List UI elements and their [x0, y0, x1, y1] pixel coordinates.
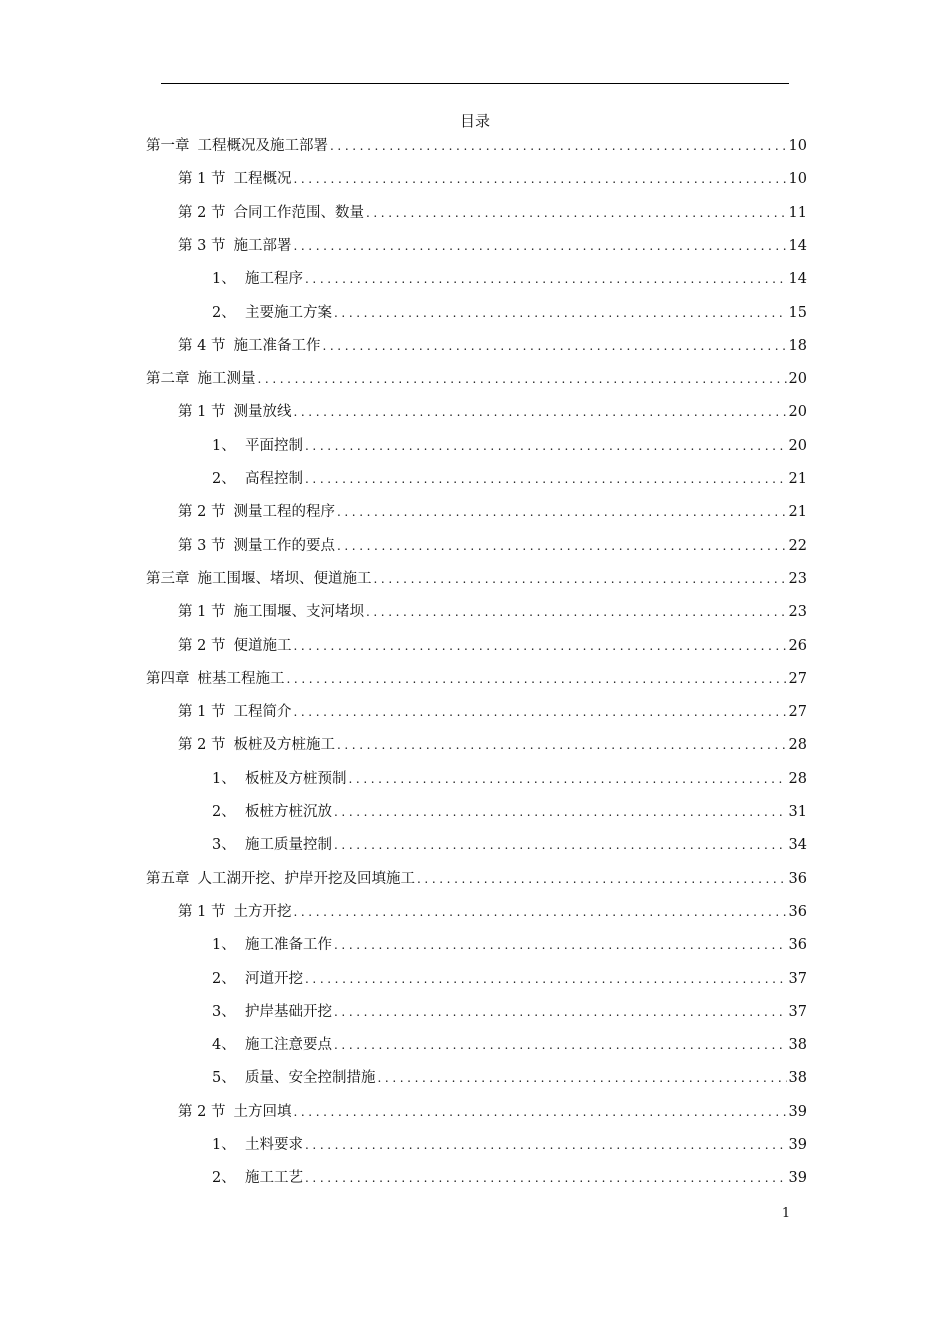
toc-entry-number: 第 1 节: [178, 903, 226, 920]
toc-entry-page: 39: [788, 1137, 807, 1153]
toc-entry[interactable]: [178, 601, 807, 623]
toc-title: 目录: [459, 112, 490, 130]
toc-entry-title: 土料要求: [245, 1137, 303, 1153]
toc-entry-title: 测量工程的程序: [233, 504, 335, 521]
toc-dot-leader: [337, 734, 787, 756]
toc-entry-number: 2、: [212, 1170, 236, 1187]
toc-dot-leader: [334, 302, 787, 324]
page-number: 1: [781, 1206, 791, 1221]
toc-entry[interactable]: [178, 635, 807, 657]
toc-entry-title: 板桩及方桩预制: [245, 770, 347, 787]
toc-entry-title: 工程概况: [233, 171, 292, 188]
toc-dot-leader: [305, 1134, 787, 1156]
toc-entry-page: 28: [788, 737, 807, 754]
toc-entry-title: 高程控制: [245, 471, 303, 487]
toc-entry-number: 2、: [212, 804, 236, 820]
toc-entry-number: 1、: [212, 937, 236, 954]
toc-dot-leader: [293, 901, 786, 923]
toc-dot-leader: [293, 168, 786, 190]
toc-entry-number: 第二章: [146, 371, 190, 388]
toc-entry-title: 护岸基础开挖: [245, 1003, 332, 1020]
toc-entry-page: 14: [788, 271, 807, 288]
toc-entry-page: 26: [788, 637, 807, 654]
toc-entry-title: 施工测量: [197, 371, 256, 388]
toc-entry-number: 3、: [212, 837, 236, 854]
toc-entry[interactable]: [178, 335, 807, 357]
toc-entry[interactable]: [178, 401, 807, 423]
toc-dot-leader: [334, 1034, 787, 1056]
toc-entry-number: 第 2 节: [178, 504, 226, 521]
toc-entry-page: 37: [788, 970, 807, 987]
toc-entry-page: 31: [788, 804, 807, 820]
toc-entry[interactable]: [212, 768, 807, 790]
toc-entry-title: 平面控制: [245, 437, 303, 454]
toc-entry[interactable]: [212, 834, 807, 856]
toc-dot-leader: [378, 1067, 787, 1089]
toc-entry-page: 34: [788, 837, 807, 854]
toc-entry-page: 28: [788, 770, 807, 787]
toc-entry[interactable]: [212, 435, 807, 457]
toc-dot-leader: [322, 335, 786, 357]
toc-entry-number: 2、: [212, 304, 236, 321]
toc-entry-number: 5、: [212, 1070, 236, 1087]
toc-entry[interactable]: [146, 868, 807, 890]
toc-entry-title: 测量放线: [233, 404, 292, 421]
toc-entry-number: 第四章: [146, 670, 190, 687]
toc-entry[interactable]: [212, 801, 807, 823]
toc-dot-leader: [293, 701, 786, 723]
toc-entry-number: 2、: [212, 970, 236, 987]
toc-entry-title: 桩基工程施工: [197, 670, 285, 687]
toc-entry-title: 施工程序: [245, 271, 303, 288]
toc-entry-number: 第 2 节: [178, 637, 226, 654]
toc-dot-leader: [305, 1167, 787, 1189]
toc-entry[interactable]: [212, 268, 807, 290]
toc-entry[interactable]: [212, 1001, 807, 1023]
toc-entry-title: 板桩及方桩施工: [233, 737, 335, 754]
toc-entry-page: 10: [788, 138, 807, 154]
toc-dot-leader: [334, 934, 787, 956]
toc-entry-page: 22: [788, 537, 807, 554]
toc-entry-title: 土方回填: [233, 1103, 292, 1120]
toc-dot-leader: [305, 968, 787, 990]
toc-entry-title: 施工围堰、堵坝、便道施工: [197, 570, 372, 587]
toc-entry-number: 第 1 节: [178, 171, 226, 188]
toc-entry-page: 20: [788, 437, 807, 454]
toc-entry-title: 板桩方桩沉放: [245, 804, 332, 820]
toc-entry-title: 施工工艺: [245, 1170, 303, 1187]
toc-entry[interactable]: [212, 1067, 807, 1089]
toc-entry-title: 质量、安全控制措施: [245, 1070, 376, 1087]
toc-entry[interactable]: [178, 235, 807, 257]
toc-entry-number: 第 2 节: [178, 204, 226, 221]
toc-entry-page: 23: [788, 604, 807, 621]
toc-entry[interactable]: [212, 1034, 807, 1056]
toc-dot-leader: [337, 501, 787, 523]
toc-dot-leader: [334, 801, 787, 823]
toc-entry[interactable]: [146, 568, 807, 590]
toc-entry-title: 施工围堰、支河堵坝: [233, 604, 364, 621]
toc-dot-leader: [287, 668, 787, 690]
toc-entry-page: 20: [788, 371, 807, 388]
toc-entry-title: 施工注意要点: [245, 1037, 332, 1054]
toc-entry[interactable]: [212, 1134, 807, 1156]
toc-entry-page: 39: [788, 1103, 807, 1120]
toc-entry-number: 1、: [212, 271, 236, 288]
toc-entry-title: 工程简介: [233, 704, 292, 721]
toc-entry-page: 38: [788, 1070, 807, 1087]
toc-entry[interactable]: [178, 168, 807, 190]
toc-entry-number: 1、: [212, 437, 236, 454]
toc-dot-leader: [305, 268, 787, 290]
toc-entry-number: 第五章: [146, 870, 190, 887]
toc-entry-page: 23: [788, 570, 807, 587]
toc-entry-page: 20: [788, 404, 807, 421]
toc-entry[interactable]: [178, 1101, 807, 1123]
toc-entry[interactable]: [178, 202, 807, 224]
toc-entry-title: 施工准备工作: [245, 937, 332, 954]
toc-entry-number: 3、: [212, 1003, 236, 1020]
toc-entry[interactable]: [212, 302, 807, 324]
toc-dot-leader: [417, 868, 787, 890]
toc-entry[interactable]: [146, 135, 807, 157]
toc-entry-page: 18: [788, 337, 807, 354]
toc-entry-title: 工程概况及施工部署: [197, 138, 328, 154]
toc-dot-leader: [293, 235, 786, 257]
toc-entry-number: 第 3 节: [178, 537, 226, 554]
toc-entry-number: 第 1 节: [178, 404, 226, 421]
toc-dot-leader: [349, 768, 787, 790]
toc-entry-number: 第三章: [146, 570, 190, 587]
toc-entry[interactable]: [178, 501, 807, 523]
toc-entry-number: 4、: [212, 1037, 236, 1054]
toc-entry-title: 人工湖开挖、护岸开挖及回填施工: [197, 870, 415, 887]
toc-entry[interactable]: [146, 668, 807, 690]
toc-entry-number: 2、: [212, 471, 236, 487]
toc-dot-leader: [293, 635, 786, 657]
toc-entry-page: 37: [788, 1003, 807, 1020]
toc-entry-number: 第 4 节: [178, 337, 226, 354]
toc-entry[interactable]: [178, 734, 807, 756]
toc-entry-page: 10: [788, 171, 807, 188]
toc-entry-page: 11: [788, 204, 807, 221]
toc-entry-number: 第 1 节: [178, 604, 226, 621]
toc-dot-leader: [334, 834, 787, 856]
toc-entry-title: 河道开挖: [245, 970, 303, 987]
toc-entry[interactable]: [178, 701, 807, 723]
toc-entry-title: 施工准备工作: [233, 337, 321, 354]
toc-entry-page: 36: [788, 937, 807, 954]
toc-entry-number: 第一章: [146, 138, 190, 154]
toc-dot-leader: [337, 535, 787, 557]
toc-dot-leader: [374, 568, 787, 590]
toc-entry-page: 36: [788, 870, 807, 887]
toc-entry-page: 39: [788, 1170, 807, 1187]
toc-entry[interactable]: [212, 934, 807, 956]
toc-entry-number: 1、: [212, 1137, 236, 1153]
toc-entry-page: 21: [788, 471, 807, 487]
toc-entry-page: 36: [788, 903, 807, 920]
toc-dot-leader: [305, 468, 787, 490]
toc-entry-page: 38: [788, 1037, 807, 1054]
toc-entry-number: 第 3 节: [178, 237, 226, 254]
toc-entry-number: 第 2 节: [178, 1103, 226, 1120]
toc-entry[interactable]: [212, 968, 807, 990]
toc-entry[interactable]: [212, 468, 807, 490]
toc-dot-leader: [334, 1001, 787, 1023]
toc-entry-number: 第 1 节: [178, 704, 226, 721]
toc-entry[interactable]: [146, 368, 807, 390]
toc-dot-leader: [293, 401, 786, 423]
toc-entry-number: 1、: [212, 770, 236, 787]
toc-dot-leader: [330, 135, 787, 157]
toc-entry-title: 施工部署: [233, 237, 292, 254]
toc-dot-leader: [305, 435, 787, 457]
toc-entry-title: 便道施工: [233, 637, 292, 654]
toc-entry-page: 14: [788, 237, 807, 254]
toc-entry-title: 土方开挖: [233, 903, 292, 920]
toc-entry-page: 15: [788, 304, 807, 321]
toc-entry-page: 21: [788, 504, 807, 521]
toc-entry-title: 测量工作的要点: [233, 537, 335, 554]
toc-entry-title: 主要施工方案: [245, 304, 332, 321]
toc-entry[interactable]: [178, 535, 807, 557]
toc-entry-title: 合同工作范围、数量: [233, 204, 364, 221]
toc-dot-leader: [293, 1101, 786, 1123]
toc-entry[interactable]: [178, 901, 807, 923]
toc-entry-number: 第 2 节: [178, 737, 226, 754]
toc-dot-leader: [258, 368, 787, 390]
toc-entry-page: 27: [788, 670, 807, 687]
toc-entry-title: 施工质量控制: [245, 837, 332, 854]
toc-entry-page: 27: [788, 704, 807, 721]
toc-dot-leader: [366, 601, 787, 623]
toc-entry[interactable]: [212, 1167, 807, 1189]
toc-dot-leader: [366, 202, 787, 224]
